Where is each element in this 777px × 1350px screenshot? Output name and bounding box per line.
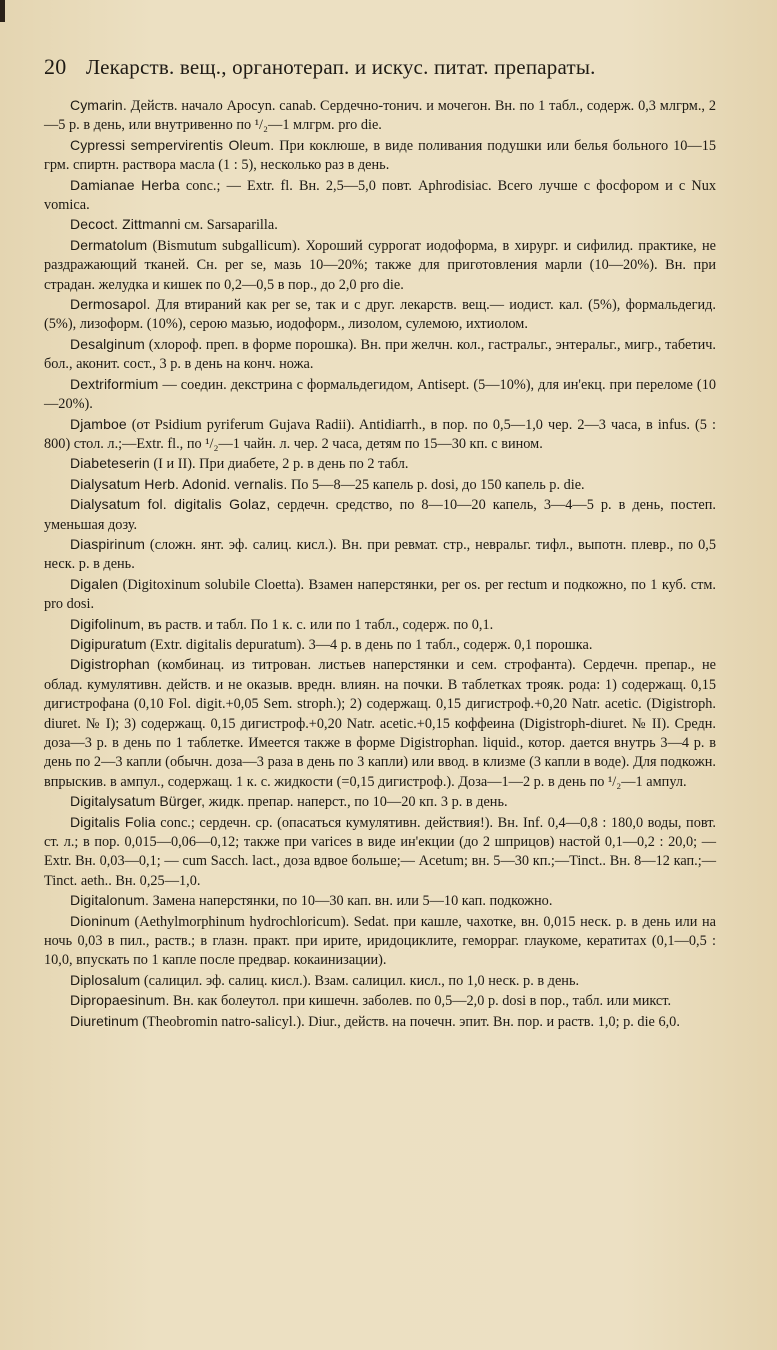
entry-item [44,136,716,176]
entry-term: Dermosapol. [70,296,151,313]
entry-term: Diplosalum [70,971,141,988]
entry-item [44,375,716,415]
entry-text: жидк. препар. наперст., по 10—20 кп. 3 р. в день. [205,794,508,811]
entry-item [44,215,716,235]
entry-text: (от Psidium pyriferum Gujava Radii). Antidiarrh., в пор. по 0,5—1,0 чер. 2—3 часа, в infus. (5 : 800) стол. л.;—Extr. fl., по ¹/₂—1 чайн. л. чер. 2 часа, детям по 15—30 кп. с вином. [44,416,716,452]
entry-item [44,96,716,136]
entry-item [44,615,716,635]
entry-item [44,912,716,971]
entry-text: Для втираний как per se, так и с друг. лекарств. вещ.— иодист. кал. (5%), формальдегид. (5%), лизоформ. (10%), серою мазью, иодоформ., лизолом, сулемою, ихтиолом. [44,297,716,333]
entry-term: Digalen [70,575,119,592]
entry-item [44,1012,716,1032]
entry-term: Digitalonum. [70,892,150,909]
entry-term: Damianae Herba [70,176,180,193]
entry-item [44,635,716,655]
entry-term: Diuretinum [70,1012,139,1029]
entry-text: При коклюше, в виде поливания подушки или белья больного 10—15 грм. спиртн. раствора масла (1 : 5), несколько раз в день. [44,137,716,174]
entry-item [44,454,716,474]
entry-list [44,96,716,1032]
entry-text: Вн. как болеутол. при кишечн. заболев. по 0,5—2,0 р. dosi в пор., табл. или микст. [169,993,672,1010]
entry-item [44,813,716,892]
entry-item [44,655,716,792]
entry-text: въ раств. и табл. По 1 к. с. или по 1 табл., содерж. по 0,1. [144,616,494,633]
entry-text: (I и II). При диабете, 2 р. в день по 2 табл. [149,456,409,473]
entry-text: (хлороф. преп. в форме порошка). Вн. при желчн. кол., гастральг., энтеральг., мигр., табетич. бол., аконит. сост., 3 р. в день на конч. ножа. [44,336,716,373]
entry-term: Digitalysatum Bürger, [70,793,206,810]
entry-text: (Digitoxinum solubile Cloetta). Взамен наперстянки, per os. per rectum и подкожно, по 1 куб. стм. pro dosi. [44,576,716,613]
entry-item [44,475,716,495]
entry-term: Dioninum [70,912,130,929]
entry-text: Действ. начало Apocyn. canab. Сердечно-тонич. и мочегон. Вн. по 1 табл., содерж. 0,3 млгрм., 2—5 р. в день, или внутривенно по ¹/₂—1 млгрм. pro die. [44,98,716,134]
entry-item [44,991,716,1011]
entry-item [44,176,716,216]
entry-term: Dextriformium [70,375,159,392]
entry-item [44,971,716,991]
entry-term: Diaspirinum [70,535,146,552]
entry-term: Decoct. Zittmanni [70,216,181,233]
entry-item [44,335,716,375]
entry-text: (салицил. эф. салиц. кисл.). Взам. салицил. кисл., по 1,0 неск. р. в день. [140,972,580,989]
entry-item [44,415,716,455]
entry-text: см. Sarsaparilla. [180,217,278,234]
entry-text: (Theobromin natro-salicyl.). Diur., действ. на почечн. эпит. Вн. пор. и раств. 1,0; р. die 6,0. [138,1013,680,1030]
entry-term: Digitalis Folia [70,813,156,830]
entry-text: (сложн. янт. эф. салиц. кисл.). Вн. при ревмат. стр., невральг. тифл., выпотн. плевр., по 0,5 неск. р. в день. [44,536,716,573]
entry-text: (Extr. digitalis depuratum). 3—4 р. в день по 1 табл., содерж. 0,1 порошка. [146,636,593,653]
entry-term: Cypressi sempervirentis Oleum. [70,136,275,153]
page-corner-mark [0,0,5,22]
entry-text: Замена наперстянки, по 10—30 кап. вн. или 5—10 кап. подкожно. [149,893,553,910]
page-number: 20 [44,54,67,79]
entry-text: (Aethylmorphinum hydrochloricum). Sedat. при кашле, чахотке, вн. 0,015 неск. р. в день или на ночь 0,03 в пил., раств.; в глазн. практ. при ирите, иридоциклите, геморраг. глаукоме, кератитах (0,1—0,5 : 10,0, впускать по 1 капле после предвар. кокаинизации). [44,913,716,969]
entry-text: (комбинац. из титрован. листьев наперстянки и сем. строфанта). Сердечн. препар., не облад. кумулятивн. действ. и не оказыв. вредн. влиян. на почки. В таблетках трояк. рода: 1) содержащ. 0,15 дигистрофана (0,10 Fol. digit.+0,05 Sem. stroph.); 2) содержащ. 0,15 дигистроф.+0,20 Natr. acetic. (Digistroph. diuret. № I); 3) содержащ. 0,15 дигистроф.+0,20 Natr. acetic.+0,15 коффеина (Digistroph-diuret. № II). Средн. доза—3 р. в день по 1 таблетке. Имеется также в форме Digistrophan. liquid., котор. дается внутрь 3—4 р. в день по 2—3 капли (обычн. доза—3 раза в день по 3 капли) или ввод. в клизме (3 капли в воде). Для подкожн. впрыскив. в ампул., содержащ. 1 к. с. жидкости (=0,15 дигистроф.). Доза—1—2 р. в день по ¹/₂—1 ампул. [44,657,716,790]
entry-item [44,236,716,295]
entry-term: Dipropaesinum. [70,992,170,1009]
entry-term: Desalginum [70,335,145,352]
entry-text: — соедин. декстрина с формальдегидом, Antisept. (5—10%), для ин'екц. при переломе (10—20%). [44,376,716,413]
page-header [44,54,744,80]
entry-item [44,891,716,911]
entry-item [44,295,716,335]
entry-item [44,792,716,812]
entry-text: По 5—8—25 капель р. dosi, до 150 капель р. die. [287,476,585,493]
entry-term: Dermatolum [70,236,148,253]
entry-term: Digipuratum [70,635,147,652]
entry-text: conc.; сердечн. ср. (опасаться кумулятивн. действия!). Вн. Inf. 0,4—0,8 : 180,0 воды, повт. ст. л.; в пор. 0,015—0,06—0,12; также при varices в виде ин'екции (до 2 шприцов) настой 0,1—0,2 : 20,0; — Extr. Вн. 0,03—0,1; — cum Sacch. lact., доза вдвое больше;— Acetum; вн. 5—30 кп.;—Tinct.. Вн. 8—12 кап.;—Tinct. aeth.. Вн. 0,25—1,0. [44,814,717,889]
entry-term: Dialysatum fol. digitalis Golaz, [70,496,271,513]
entry-text: (Bismutum subgallicum). Хороший суррогат иодоформа, в хирург. и сифилид. практике, не раздражающий тканей. Сн. per se, мазь 10—20%; также для приготовления марли (10—20%). Вн. при страдан. желудка и кишек по 0,2—0,5 в пор., до 2,0 pro die. [44,237,716,293]
entry-item [44,495,716,535]
entry-term: Diabeteserin [70,455,150,472]
entry-term: Dialysatum Herb. Adonid. vernalis. [70,475,288,492]
entry-item [44,535,716,575]
entry-text: conc.; — Extr. fl. Вн. 2,5—5,0 повт. Aphrodisiac. Всего лучше с фосфором и с Nux vomica. [44,177,717,214]
entry-text: сердечн. средство, по 8—10—20 капель, 3—4—5 р. в день, постеп. уменьшая дозу. [44,497,716,533]
entry-term: Djamboe [70,415,127,432]
entry-item [44,575,716,615]
page-title: Лекарств. вещ., органотерап. и искус. питат. препараты. [85,55,596,79]
entry-term: Cymarin. [70,97,127,113]
entry-term: Digifolinum, [70,615,145,632]
entry-term: Digistrophan [70,656,150,673]
